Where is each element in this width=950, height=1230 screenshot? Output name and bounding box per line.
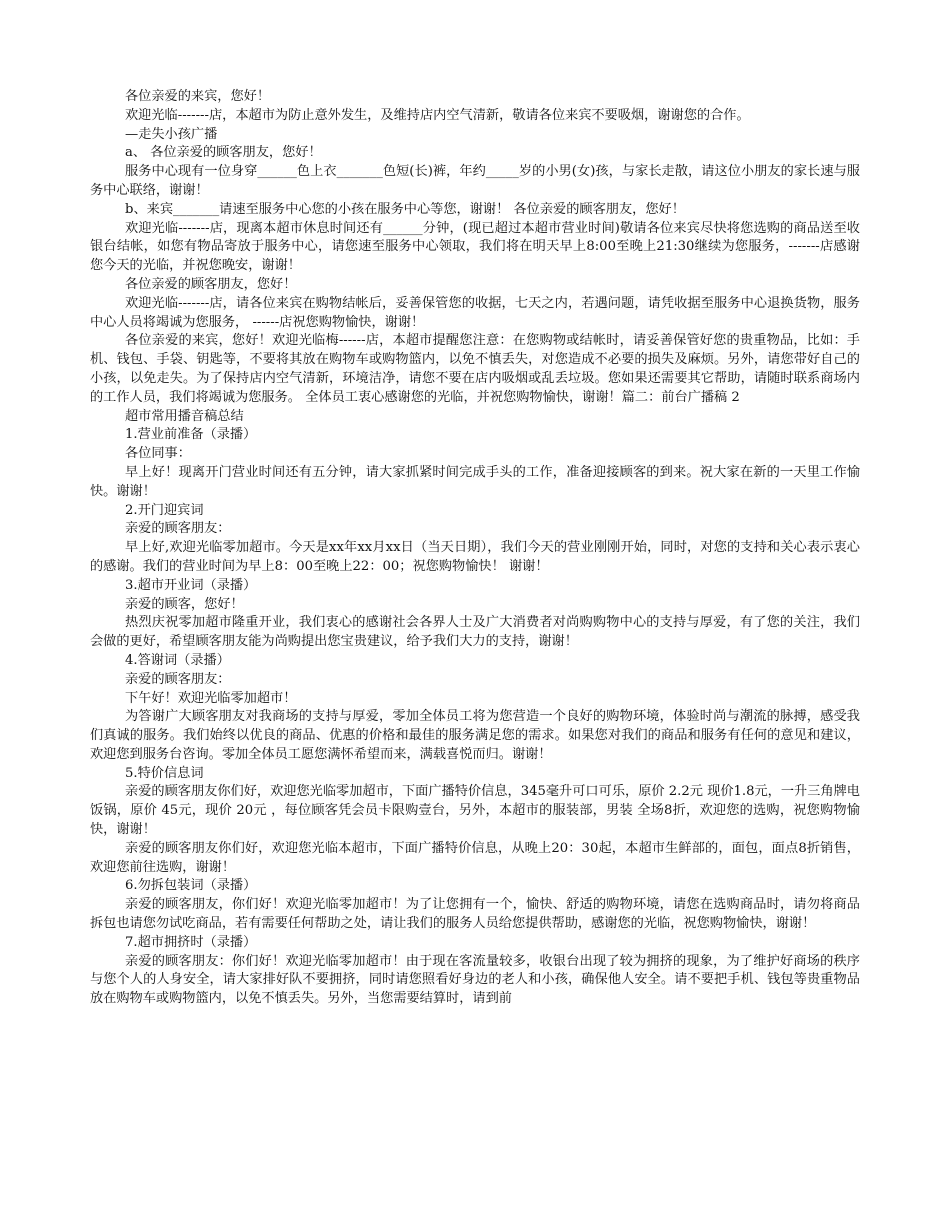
section-heading: 超市常用播音稿总结 [125,408,244,424]
paragraph: 各位亲爱的顾客朋友，您好！ [125,276,297,292]
paragraph: 各位亲爱的来宾，您好！ [125,89,271,104]
document-body [90,88,860,1009]
paragraph: 热烈庆祝零加超市隆重开业，我们衷心的感谢社会各界人士及广大消费者对尚购购物中心的支持与厚爱，有了您的关注，我们会做的更好，希望顾客朋友能为尚购提出您宝贵建议，给予我们大力的支持，谢谢！ [90,615,860,650]
paragraph: a、 各位亲爱的顾客朋友，您好！ [125,145,322,161]
section-heading: 2.开门迎宾词 [125,502,204,518]
paragraph: 亲爱的顾客朋友： [125,521,231,537]
paragraph: 亲爱的顾客朋友：你们好！欢迎光临零加超市！由于现在客流量较多，收银台出现了较为拥挤的现象，为了维护好商场的秩序与您个人的人身安全，请大家排好队不要拥挤，同时请您照看好身边的老人和小孩，确保他人安全。请不要把手机、钱包等贵重物品放在购物车或购物篮内，以免不慎丢失。另外，当您需要结算时，请到前 [90,953,860,1007]
paragraph: 欢迎光临-------店，请各位来宾在购物结帐后，妥善保管您的收据，七天之内，若遇问题，请凭收据至服务中心退换货物，服务中心人员将竭诚为您服务， ------店祝您购物愉快，谢谢！ [90,295,860,330]
section-heading: 5.特价信息词 [125,765,204,781]
paragraph: 各位同事： [125,446,191,462]
section-heading: —走失小孩广播 [125,126,218,142]
section-heading: 4.答谢词（录播） [125,652,230,668]
paragraph: 亲爱的顾客朋友你们好，欢迎您光临零加超市，下面广播特价信息，345毫升可口可乐，原价 2.2元 现价1.8元，一升三角牌电饭锅，原价 45元，现价 20元 ，每位顾客凭会员卡限购壹台，另外，本超市的服装部，男装 全场8折，欢迎您的选购，祝您购物愉快，谢谢！ [90,784,860,838]
section-heading: 6.勿拆包装词（录播） [125,878,257,894]
paragraph: 为答谢广大顾客朋友对我商场的支持与厚爱，零加全体员工将为您营造一个良好的购物环境，体验时尚与潮流的脉搏，感受我们真诚的服务。我们始终以优良的商品、优惠的价格和最佳的服务满足您的需求。如果您对我们的商品和服务有任何的意见和建议，欢迎您到服务台咨询。零加全体员工愿您满怀希望而来，满载喜悦而归。谢谢！ [90,709,860,762]
paragraph: 亲爱的顾客朋友，你们好！欢迎光临零加超市！为了让您拥有一个，愉快、舒适的购物环境，请您在选购商品时，请勿将商品拆包也请您勿试吃商品，若有需要任何帮助之处，请让我们的服务人员给您提供帮助，感谢您的光临，祝您购物愉快，谢谢！ [90,897,860,932]
paragraph: 早上好！现离开门营业时间还有五分钟，请大家抓紧时间完成手头的工作，准备迎接顾客的到来。祝大家在新的一天里工作愉快。谢谢！ [90,464,860,499]
paragraph: 欢迎光临-------店，本超市为防止意外发生，及维持店内空气清新，敬请各位来宾不要吸烟，谢谢您的合作。 [125,107,750,123]
section-heading: 7.超市拥挤时（录播） [125,934,257,950]
paragraph: 欢迎光临-------店，现离本超市休息时间还有______分钟，(现已超过本超市营业时间)敬请各位来宾尽快将您选购的商品送至收银台结帐，如您有物品寄放于服务中心，请您速至服务中心领取，我们将在明天早上8:00至晚上21:30继续为您服务，-------店感谢您今天的光临，并祝您晚安，谢谢！ [90,220,860,274]
paragraph: 下午好！欢迎光临零加超市！ [125,690,297,706]
section-heading: 3.超市开业词（录播） [125,577,257,593]
paragraph: 服务中心现有一位身穿______色上衣_______色短(长)裤，年约_____岁的小男(女)孩，与家长走散，请这位小朋友的家长速与服务中心联络，谢谢！ [90,164,860,198]
section-heading: 1.营业前准备（录播） [125,427,257,443]
paragraph: 早上好,欢迎光临零加超市。今天是xx年xx月xx日（当天日期），我们今天的营业刚刚开始，同时，对您的支持和关心表示衷心的感谢。我们的营业时间为早上8：00至晚上22：00；祝您购物愉快！ 谢谢！ [90,540,860,574]
paragraph: 亲爱的顾客，您好！ [125,596,244,612]
paragraph: 亲爱的顾客朋友你们好，欢迎您光临本超市，下面广播特价信息，从晚上20：30起，本超市生鲜部的，面包，面点8折销售，欢迎您前往选购，谢谢！ [90,840,860,875]
paragraph: b、来宾_______请速至服务中心您的小孩在服务中心等您，谢谢！ 各位亲爱的顾客朋友，您好！ [125,201,685,217]
paragraph: 各位亲爱的来宾，您好！欢迎光临梅------店，本超市提醒您注意：在您购物或结帐时，请妥善保管好您的贵重物品，比如：手机、钱包、手袋、钥匙等，不要将其放在购物车或购物篮内，以免不慎丢失，对您造成不必要的损失及麻烦。另外，请您带好自己的小孩，以免走失。为了保持店内空气清新，环境洁净，请您不要在店内吸烟或乱丢垃圾。您如果还需要其它帮助，请随时联系商场内的工作人员，我们将竭诚为您服务。 全体员工衷心感谢您的光临，并祝您购物愉快，谢谢！篇二：前台广播稿 2 [90,333,860,405]
paragraph: 亲爱的顾客朋友： [125,671,231,687]
